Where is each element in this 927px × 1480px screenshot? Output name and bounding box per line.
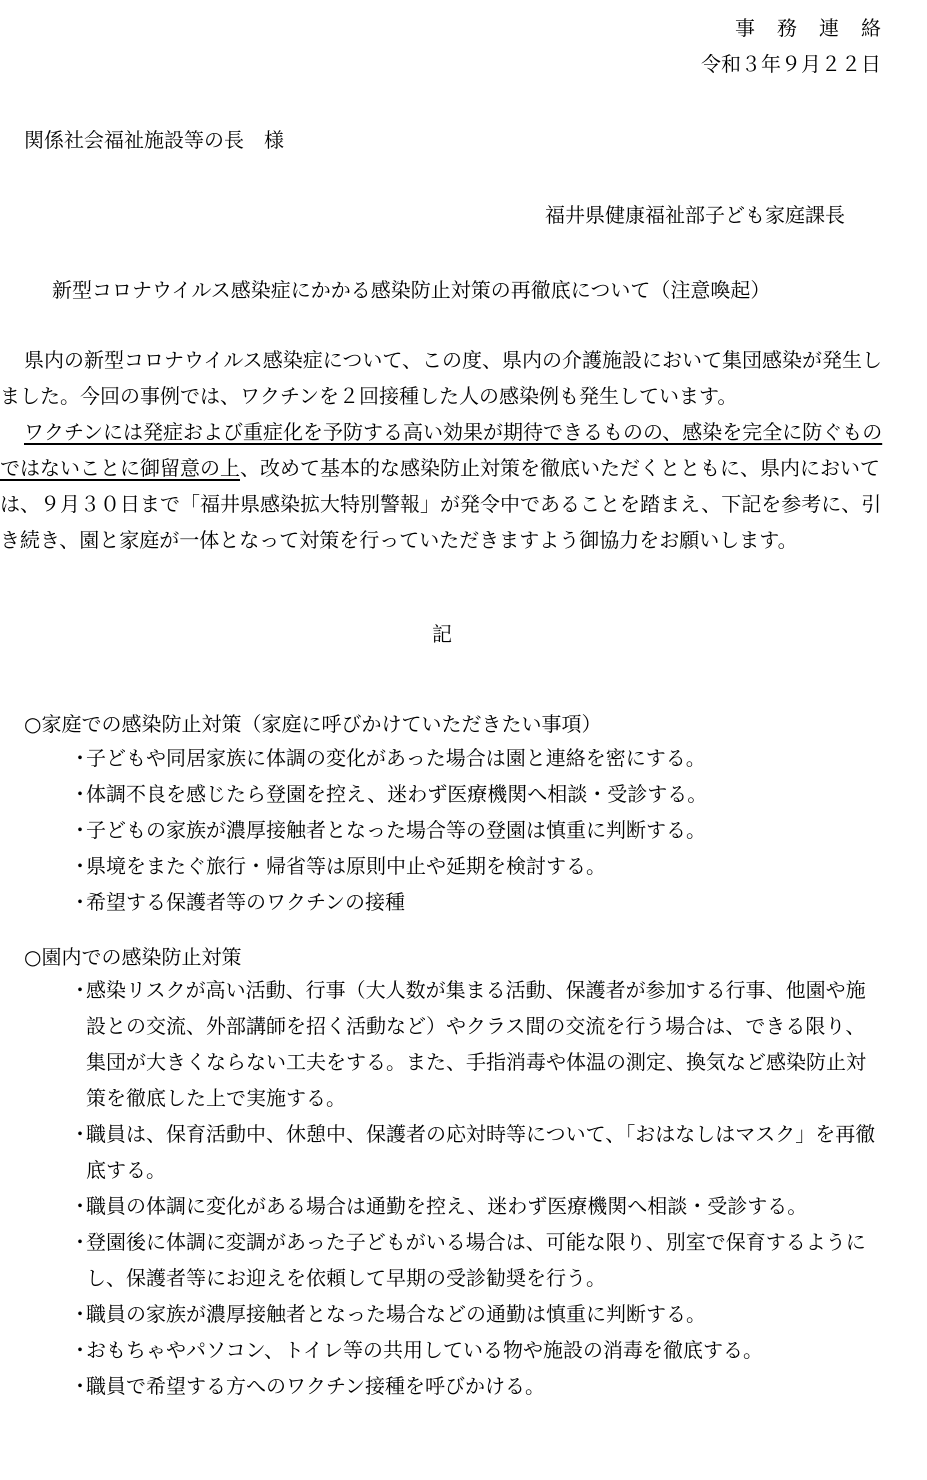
facility-measures-list [70,972,882,1404]
bullet: ・ [70,818,90,842]
list-item [70,812,882,848]
list-item-text: 職員で希望する方へのワクチン接種を呼びかける。 [86,1374,545,1398]
list-item [70,776,882,812]
list-item-text: おもちゃやパソコン、トイレ等の共用している物や施設の消毒を徹底する。 [86,1338,763,1362]
home-measures-heading: ○家庭での感染防止対策（家庭に呼びかけていただきたい事項） [24,712,602,736]
bullet: ・ [70,1338,90,1362]
list-item-text: 県境をまたぐ旅行・帰省等は原則中止や延期を検討する。 [86,854,606,878]
bullet: ・ [70,1302,90,1326]
bullet: ・ [70,1374,90,1398]
bullet: ・ [70,978,90,1002]
addressee: 関係社会福祉施設等の長 様 [24,128,284,152]
document-title: 新型コロナウイルス感染症にかかる感染防止対策の再徹底について（注意喚起） [52,278,771,302]
list-item-text: 子どもや同居家族に体調の変化があった場合は園と連絡を密にする。 [86,746,706,770]
document-date: 令和３年９月２２日 [701,52,881,76]
bullet: ・ [70,1230,90,1254]
list-item [70,1296,882,1332]
facility-measures-heading: ○園内での感染防止対策 [24,945,242,969]
bullet: ・ [70,1194,90,1218]
list-item [70,1188,882,1224]
bullet: ・ [70,1122,90,1146]
list-item [70,740,882,776]
bullet: ・ [70,746,90,770]
list-item [70,884,882,920]
list-item-text: 子どもの家族が濃厚接触者となった場合等の登園は慎重に判断する。 [86,818,706,842]
bullet: ・ [70,782,90,806]
home-measures-list [70,740,882,920]
list-item-text: 職員の体調に変化がある場合は通勤を控え、迷わず医療機関へ相談・受診する。 [86,1194,808,1218]
list-item [70,1332,882,1368]
bullet: ・ [70,890,90,914]
bullet: ・ [70,854,90,878]
list-item-text: 希望する保護者等のワクチンの接種 [86,890,405,914]
body-paragraph-1: 県内の新型コロナウイルス感染症について、この度、県内の介護施設において集団感染が発生しました。今回の事例では、ワクチンを２回接種した人の感染例も発生しています。 [0,348,882,408]
list-item-text: 登園後に体調に変調があった子どもがいる場合は、可能な限り、別室で保育するようにし、保護者等にお迎えを依頼して早期の受診勧奨を行う。 [86,1230,866,1290]
body-paragraph-2 [0,414,884,558]
document-type: 事務連絡 [735,16,903,40]
list-item-text: 感染リスクが高い活動、行事（大人数が集まる活動、保護者が参加する行事、他園や施設との交流、外部講師を招く活動など）やクラス間の交流を行う場合は、できる限り、集団が大きくならない工夫をする。また、手指消毒や体温の測定、換気など感染防止対策を徹底した上で実施する。 [86,978,866,1110]
list-item-text: 職員の家族が濃厚接触者となった場合などの通勤は慎重に判断する。 [86,1302,706,1326]
sender: 福井県健康福祉部子ども家庭課長 [545,203,845,227]
list-item [70,972,882,1116]
list-item [70,1368,882,1404]
list-item [70,848,882,884]
body-paragraph-2-rest: 、改めて基本的な感染防止対策を徹底いただくとともに、県内においては、９月３０日まで「福井県感染拡大特別警報」が発令中であることを踏まえ、下記を参考に、引き続き、園と家庭が一体となって対策を行っていただきますよう御協力をお願いします。 [0,456,882,552]
list-item-text: 職員は、保育活動中、休憩中、保護者の応対時等について、「おはなしはマスク」を再徹底する。 [86,1122,876,1182]
ki-heading: 記 [432,622,452,646]
underlined-notice: ワクチンには発症および重症化を予防する高い効果が期待できるものの、感染を完全に防ぐものではないことに御留意の上 [0,420,883,480]
list-item-text: 体調不良を感じたら登園を控え、迷わず医療機関へ相談・受診する。 [86,782,708,806]
list-item [70,1224,882,1296]
list-item [70,1116,882,1188]
